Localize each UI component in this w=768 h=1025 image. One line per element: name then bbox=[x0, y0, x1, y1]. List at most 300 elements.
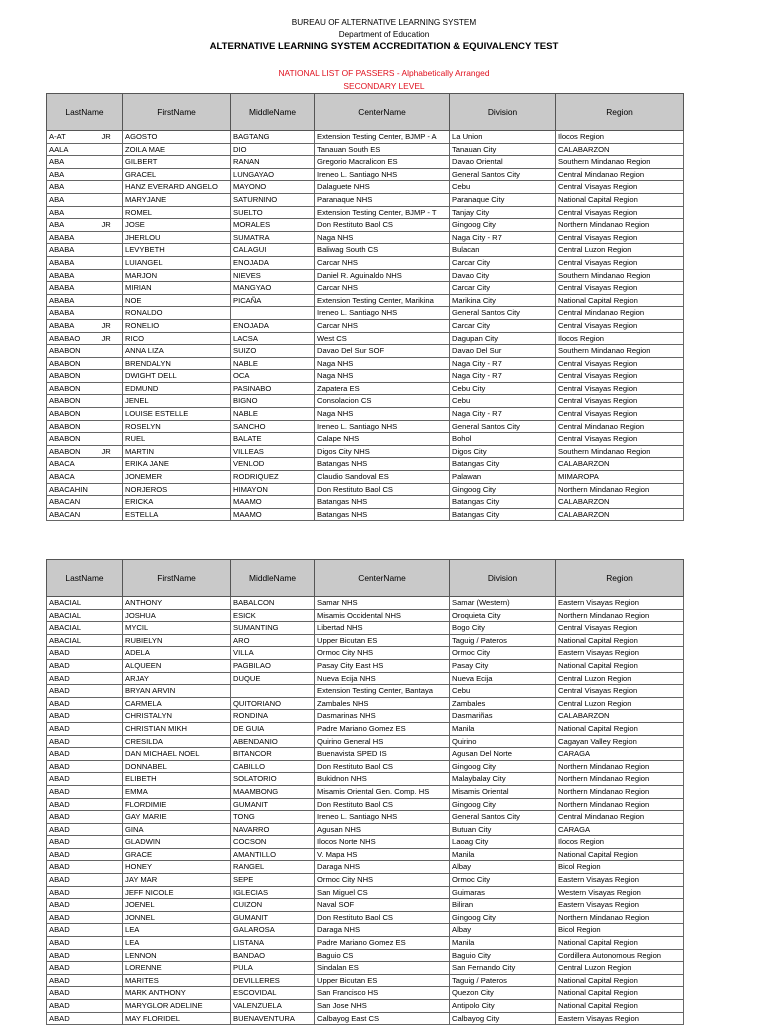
cell-division: Cebu bbox=[450, 181, 556, 194]
cell-division: General Santos City bbox=[450, 420, 556, 433]
cell-region: Northern Mindanao Region bbox=[556, 785, 684, 798]
table-row bbox=[47, 168, 684, 181]
cell-firstname: BRENDALYN bbox=[123, 357, 231, 370]
cell-middlename: LISTANA bbox=[231, 937, 315, 950]
cell-centername: Gregorio Macralicon ES bbox=[315, 156, 450, 169]
table-row bbox=[47, 319, 684, 332]
cell-suffix bbox=[98, 193, 123, 206]
cell-lastname: ABACAHIN bbox=[47, 483, 98, 496]
cell-lastname: ABABA bbox=[47, 294, 98, 307]
cell-centername: Samar NHS bbox=[315, 597, 450, 610]
cell-centername: Carcar NHS bbox=[315, 282, 450, 295]
cell-region: National Capital Region bbox=[556, 937, 684, 950]
cell-region: Ilocos Region bbox=[556, 332, 684, 345]
col-header-middlename: MiddleName bbox=[231, 560, 315, 597]
cell-region: Bicol Region bbox=[556, 924, 684, 937]
cell-region: Central Mindanao Region bbox=[556, 307, 684, 320]
cell-centername: Ormoc City NHS bbox=[315, 647, 450, 660]
cell-centername: Digos City NHS bbox=[315, 445, 450, 458]
cell-firstname: LORENNE bbox=[123, 962, 231, 975]
cell-suffix bbox=[98, 609, 123, 622]
cell-region: Central Visayas Region bbox=[556, 395, 684, 408]
cell-centername: Extension Testing Center, BJMP - T bbox=[315, 206, 450, 219]
cell-division: Naga City - R7 bbox=[450, 408, 556, 421]
cell-suffix: JR bbox=[98, 219, 123, 232]
level-label: SECONDARY LEVEL bbox=[343, 81, 425, 91]
cell-centername: Don Restituto Baol CS bbox=[315, 219, 450, 232]
cell-lastname: ABAD bbox=[47, 811, 98, 824]
cell-lastname: ABA bbox=[47, 219, 98, 232]
cell-middlename: BALATE bbox=[231, 433, 315, 446]
cell-centername: Davao Del Sur SOF bbox=[315, 345, 450, 358]
cell-middlename: RANAN bbox=[231, 156, 315, 169]
cell-middlename: QUITORIANO bbox=[231, 697, 315, 710]
table-row bbox=[47, 345, 684, 358]
cell-region: CALABARZON bbox=[556, 508, 684, 521]
cell-division: Naga City - R7 bbox=[450, 231, 556, 244]
cell-lastname: ABAD bbox=[47, 937, 98, 950]
cell-firstname: GRACEL bbox=[123, 168, 231, 181]
cell-firstname: JOENEL bbox=[123, 899, 231, 912]
cell-lastname: ABABON bbox=[47, 395, 98, 408]
cell-division: Gingoog City bbox=[450, 760, 556, 773]
cell-middlename: NAVARRO bbox=[231, 823, 315, 836]
cell-division: Marikina City bbox=[450, 294, 556, 307]
cell-middlename: COCSON bbox=[231, 836, 315, 849]
cell-middlename: ENOJADA bbox=[231, 256, 315, 269]
cell-suffix bbox=[98, 357, 123, 370]
bureau-line: BUREAU OF ALTERNATIVE LEARNING SYSTEM bbox=[291, 18, 477, 27]
cell-centername: Batangas NHS bbox=[315, 496, 450, 509]
cell-firstname: MYCIL bbox=[123, 622, 231, 635]
cell-suffix bbox=[98, 911, 123, 924]
cell-centername: Ireneo L. Santiago NHS bbox=[315, 307, 450, 320]
cell-lastname: ABAD bbox=[47, 848, 98, 861]
table-row bbox=[47, 395, 684, 408]
cell-suffix bbox=[98, 168, 123, 181]
cell-suffix bbox=[98, 496, 123, 509]
table-header-row bbox=[47, 94, 684, 131]
passers-table-1 bbox=[46, 93, 684, 521]
cell-centername: Daniel R. Aguinaldo NHS bbox=[315, 269, 450, 282]
cell-firstname: JONNEL bbox=[123, 911, 231, 924]
cell-division: Antipolo City bbox=[450, 1000, 556, 1013]
cell-middlename: BAGTANG bbox=[231, 131, 315, 144]
cell-firstname: ESTELLA bbox=[123, 508, 231, 521]
cell-middlename bbox=[231, 685, 315, 698]
cell-lastname: ABABON bbox=[47, 420, 98, 433]
cell-lastname: ABAD bbox=[47, 924, 98, 937]
table-row bbox=[47, 131, 684, 144]
cell-suffix bbox=[98, 1000, 123, 1013]
cell-lastname: ABABON bbox=[47, 357, 98, 370]
table-row bbox=[47, 722, 684, 735]
cell-centername: Carcar NHS bbox=[315, 256, 450, 269]
cell-firstname: EMMA bbox=[123, 785, 231, 798]
table-row bbox=[47, 370, 684, 383]
cell-centername: Paranaque NHS bbox=[315, 193, 450, 206]
table-row bbox=[47, 634, 684, 647]
cell-region: Central Visayas Region bbox=[556, 370, 684, 383]
cell-firstname: JHERLOU bbox=[123, 231, 231, 244]
cell-centername: Batangas NHS bbox=[315, 458, 450, 471]
cell-middlename: MANGYAO bbox=[231, 282, 315, 295]
cell-region: Central Visayas Region bbox=[556, 181, 684, 194]
cell-suffix: JR bbox=[98, 131, 123, 144]
cell-division: Manila bbox=[450, 848, 556, 861]
cell-centername: Ireneo L. Santiago NHS bbox=[315, 168, 450, 181]
cell-division: Carcar City bbox=[450, 282, 556, 295]
cell-centername: Buenavista SPED IS bbox=[315, 748, 450, 761]
cell-centername: Naga NHS bbox=[315, 370, 450, 383]
table-row bbox=[47, 282, 684, 295]
cell-lastname: ABACIAL bbox=[47, 609, 98, 622]
cell-firstname: RUBIELYN bbox=[123, 634, 231, 647]
cell-firstname: LOUISE ESTELLE bbox=[123, 408, 231, 421]
cell-middlename: MAAMO bbox=[231, 508, 315, 521]
cell-division: Albay bbox=[450, 861, 556, 874]
cell-firstname: NOE bbox=[123, 294, 231, 307]
cell-middlename: TONG bbox=[231, 811, 315, 824]
cell-division: Calbayog City bbox=[450, 1012, 556, 1025]
cell-firstname: ERICKA bbox=[123, 496, 231, 509]
cell-region: Ilocos Region bbox=[556, 836, 684, 849]
table-row bbox=[47, 357, 684, 370]
cell-firstname: ANNA LIZA bbox=[123, 345, 231, 358]
col-header-region: Region bbox=[556, 94, 684, 131]
cell-lastname: ABAD bbox=[47, 911, 98, 924]
cell-middlename: LACSA bbox=[231, 332, 315, 345]
table-row bbox=[47, 899, 684, 912]
cell-suffix bbox=[98, 659, 123, 672]
cell-lastname: ABABA bbox=[47, 282, 98, 295]
cell-lastname: ABAD bbox=[47, 949, 98, 962]
cell-centername: Ireneo L. Santiago NHS bbox=[315, 811, 450, 824]
table-row bbox=[47, 836, 684, 849]
cell-middlename: RONDINA bbox=[231, 710, 315, 723]
cell-middlename: BITANCOR bbox=[231, 748, 315, 761]
cell-centername: Ilocos Norte NHS bbox=[315, 836, 450, 849]
cell-middlename: DUQUE bbox=[231, 672, 315, 685]
cell-firstname: JEFF NICOLE bbox=[123, 886, 231, 899]
col-header-lastname: LastName bbox=[47, 94, 123, 131]
cell-middlename: NABLE bbox=[231, 357, 315, 370]
table-row bbox=[47, 458, 684, 471]
cell-division: Gingoog City bbox=[450, 911, 556, 924]
cell-lastname: ABABA bbox=[47, 319, 98, 332]
cell-suffix bbox=[98, 597, 123, 610]
cell-region: Northern Mindanao Region bbox=[556, 798, 684, 811]
cell-lastname: AALA bbox=[47, 143, 98, 156]
cell-firstname: GILBERT bbox=[123, 156, 231, 169]
cell-lastname: ABAD bbox=[47, 710, 98, 723]
cell-suffix: JR bbox=[98, 319, 123, 332]
col-header-middlename: MiddleName bbox=[231, 94, 315, 131]
cell-division: Bulacan bbox=[450, 244, 556, 257]
cell-region: CALABARZON bbox=[556, 496, 684, 509]
cell-firstname: ELIBETH bbox=[123, 773, 231, 786]
cell-centername: Extension Testing Center, BJMP - A bbox=[315, 131, 450, 144]
cell-region: Eastern Visayas Region bbox=[556, 597, 684, 610]
cell-centername: Don Restituto Baol CS bbox=[315, 911, 450, 924]
cell-region: Northern Mindanao Region bbox=[556, 911, 684, 924]
cell-firstname: GLADWIN bbox=[123, 836, 231, 849]
cell-suffix bbox=[98, 256, 123, 269]
cell-lastname: ABABA bbox=[47, 269, 98, 282]
cell-firstname: ADELA bbox=[123, 647, 231, 660]
cell-division: San Fernando City bbox=[450, 962, 556, 975]
cell-suffix bbox=[98, 483, 123, 496]
table-row bbox=[47, 206, 684, 219]
table-row bbox=[47, 508, 684, 521]
cell-centername: Tanauan South ES bbox=[315, 143, 450, 156]
cell-middlename: SUIZO bbox=[231, 345, 315, 358]
cell-suffix bbox=[98, 899, 123, 912]
cell-firstname: LEVYBETH bbox=[123, 244, 231, 257]
cell-division: Palawan bbox=[450, 471, 556, 484]
cell-firstname: JOSHUA bbox=[123, 609, 231, 622]
cell-centername: Dalaguete NHS bbox=[315, 181, 450, 194]
cell-centername: Dasmarinas NHS bbox=[315, 710, 450, 723]
cell-division: Manila bbox=[450, 722, 556, 735]
cell-suffix bbox=[98, 748, 123, 761]
cell-centername: Don Restituto Baol CS bbox=[315, 760, 450, 773]
cell-region: National Capital Region bbox=[556, 974, 684, 987]
cell-division: Davao Oriental bbox=[450, 156, 556, 169]
cell-region: Northern Mindanao Region bbox=[556, 609, 684, 622]
cell-firstname: JENEL bbox=[123, 395, 231, 408]
cell-firstname: ROSELYN bbox=[123, 420, 231, 433]
cell-region: National Capital Region bbox=[556, 1000, 684, 1013]
cell-firstname: DAN MICHAEL NOEL bbox=[123, 748, 231, 761]
cell-suffix bbox=[98, 836, 123, 849]
table-row bbox=[47, 911, 684, 924]
cell-middlename: MAYONO bbox=[231, 181, 315, 194]
cell-middlename: PULA bbox=[231, 962, 315, 975]
cell-division: Oroquieta City bbox=[450, 609, 556, 622]
cell-firstname: ROMEL bbox=[123, 206, 231, 219]
cell-centername: Misamis Occidental NHS bbox=[315, 609, 450, 622]
cell-region: CARAGA bbox=[556, 748, 684, 761]
cell-firstname: LEA bbox=[123, 937, 231, 950]
cell-centername: Pasay City East HS bbox=[315, 659, 450, 672]
cell-region: National Capital Region bbox=[556, 294, 684, 307]
cell-lastname: ABAD bbox=[47, 735, 98, 748]
cell-region: Eastern Visayas Region bbox=[556, 647, 684, 660]
cell-middlename: SUMATRA bbox=[231, 231, 315, 244]
table-row bbox=[47, 937, 684, 950]
cell-middlename: GUMANIT bbox=[231, 911, 315, 924]
cell-middlename: SEPE bbox=[231, 874, 315, 887]
table-row bbox=[47, 408, 684, 421]
table-row bbox=[47, 962, 684, 975]
cell-middlename: SANCHO bbox=[231, 420, 315, 433]
cell-suffix bbox=[98, 433, 123, 446]
cell-firstname: ERIKA JANE bbox=[123, 458, 231, 471]
cell-region: Eastern Visayas Region bbox=[556, 874, 684, 887]
cell-lastname: ABAD bbox=[47, 874, 98, 887]
cell-region: National Capital Region bbox=[556, 848, 684, 861]
cell-suffix bbox=[98, 924, 123, 937]
cell-division: La Union bbox=[450, 131, 556, 144]
cell-firstname: CRESILDA bbox=[123, 735, 231, 748]
col-header-centername: CenterName bbox=[315, 560, 450, 597]
table-row bbox=[47, 483, 684, 496]
cell-centername: Baliwag South CS bbox=[315, 244, 450, 257]
cell-suffix bbox=[98, 949, 123, 962]
cell-centername: Daraga NHS bbox=[315, 861, 450, 874]
cell-lastname: ABA bbox=[47, 168, 98, 181]
cell-middlename: MORALES bbox=[231, 219, 315, 232]
cell-region: National Capital Region bbox=[556, 634, 684, 647]
cell-lastname: ABAD bbox=[47, 647, 98, 660]
cell-suffix bbox=[98, 269, 123, 282]
table-row bbox=[47, 420, 684, 433]
cell-lastname: ABA bbox=[47, 193, 98, 206]
cell-centername: Calbayog East CS bbox=[315, 1012, 450, 1025]
cell-division: Nueva Ecija bbox=[450, 672, 556, 685]
table-row bbox=[47, 949, 684, 962]
cell-lastname: ABACIAL bbox=[47, 622, 98, 635]
cell-lastname: ABAD bbox=[47, 823, 98, 836]
cell-division: Tanjay City bbox=[450, 206, 556, 219]
table-row bbox=[47, 193, 684, 206]
cell-centername: Baguio CS bbox=[315, 949, 450, 962]
cell-suffix bbox=[98, 874, 123, 887]
passers-table-2 bbox=[46, 559, 684, 1025]
cell-region: Cagayan Valley Region bbox=[556, 735, 684, 748]
cell-suffix bbox=[98, 294, 123, 307]
cell-division: Tanauan City bbox=[450, 143, 556, 156]
cell-region: Central Luzon Region bbox=[556, 697, 684, 710]
table-row bbox=[47, 471, 684, 484]
table-row bbox=[47, 760, 684, 773]
cell-firstname: EDMUND bbox=[123, 382, 231, 395]
cell-suffix bbox=[98, 345, 123, 358]
cell-division: Cebu City bbox=[450, 382, 556, 395]
col-header-division: Division bbox=[450, 560, 556, 597]
cell-region: Central Visayas Region bbox=[556, 433, 684, 446]
cell-centername: Zapatera ES bbox=[315, 382, 450, 395]
cell-lastname: ABABA bbox=[47, 307, 98, 320]
table-row bbox=[47, 659, 684, 672]
cell-suffix bbox=[98, 811, 123, 824]
cell-firstname: MAY FLORIDEL bbox=[123, 1012, 231, 1025]
cell-suffix bbox=[98, 206, 123, 219]
cell-suffix bbox=[98, 382, 123, 395]
table-row bbox=[47, 785, 684, 798]
cell-centername: San Jose NHS bbox=[315, 1000, 450, 1013]
cell-division: Pasay City bbox=[450, 659, 556, 672]
cell-division: Malaybalay City bbox=[450, 773, 556, 786]
cell-division: Naga City - R7 bbox=[450, 357, 556, 370]
cell-division: Gingoog City bbox=[450, 798, 556, 811]
cell-centername: Consolacion CS bbox=[315, 395, 450, 408]
cell-division: Cebu bbox=[450, 395, 556, 408]
table-row bbox=[47, 496, 684, 509]
cell-division: Naga City - R7 bbox=[450, 370, 556, 383]
cell-middlename: MAAMO bbox=[231, 496, 315, 509]
cell-suffix bbox=[98, 861, 123, 874]
cell-lastname: ABABON bbox=[47, 408, 98, 421]
cell-region: Central Visayas Region bbox=[556, 685, 684, 698]
table-row bbox=[47, 294, 684, 307]
cell-firstname: BRYAN ARVIN bbox=[123, 685, 231, 698]
cell-suffix bbox=[98, 231, 123, 244]
table-row bbox=[47, 811, 684, 824]
cell-region: Central Visayas Region bbox=[556, 256, 684, 269]
cell-firstname: MARTIN bbox=[123, 445, 231, 458]
cell-firstname: RICO bbox=[123, 332, 231, 345]
cell-lastname: ABAD bbox=[47, 722, 98, 735]
cell-middlename: ESICK bbox=[231, 609, 315, 622]
cell-middlename: VALENZUELA bbox=[231, 1000, 315, 1013]
cell-firstname: LUIANGEL bbox=[123, 256, 231, 269]
table-row bbox=[47, 181, 684, 194]
cell-middlename: BUENAVENTURA bbox=[231, 1012, 315, 1025]
cell-region: MIMAROPA bbox=[556, 471, 684, 484]
cell-middlename: OCA bbox=[231, 370, 315, 383]
cell-firstname: RUEL bbox=[123, 433, 231, 446]
cell-suffix bbox=[98, 962, 123, 975]
cell-region: Central Visayas Region bbox=[556, 622, 684, 635]
cell-centername: Extension Testing Center, Marikina bbox=[315, 294, 450, 307]
cell-firstname: HONEY bbox=[123, 861, 231, 874]
table-row bbox=[47, 609, 684, 622]
cell-lastname: ABABA bbox=[47, 256, 98, 269]
cell-centername: Zambales NHS bbox=[315, 697, 450, 710]
cell-firstname: HANZ EVERARD ANGELO bbox=[123, 181, 231, 194]
cell-division: Dasmariñas bbox=[450, 710, 556, 723]
cell-division: General Santos City bbox=[450, 811, 556, 824]
cell-middlename: SUMANTING bbox=[231, 622, 315, 635]
cell-suffix bbox=[98, 282, 123, 295]
cell-region: Central Visayas Region bbox=[556, 357, 684, 370]
table-row bbox=[47, 987, 684, 1000]
cell-region: Northern Mindanao Region bbox=[556, 773, 684, 786]
cell-middlename: ENOJADA bbox=[231, 319, 315, 332]
cell-lastname: ABA bbox=[47, 206, 98, 219]
cell-region: Bicol Region bbox=[556, 861, 684, 874]
cell-region: Western Visayas Region bbox=[556, 886, 684, 899]
cell-division: Paranaque City bbox=[450, 193, 556, 206]
cell-centername: Padre Mariano Gomez ES bbox=[315, 937, 450, 950]
cell-division: Ormoc City bbox=[450, 874, 556, 887]
cell-firstname: ARJAY bbox=[123, 672, 231, 685]
cell-lastname: ABABON bbox=[47, 370, 98, 383]
cell-middlename: DE GUIA bbox=[231, 722, 315, 735]
cell-suffix bbox=[98, 370, 123, 383]
cell-region: CALABARZON bbox=[556, 710, 684, 723]
cell-centername: Upper Bicutan ES bbox=[315, 974, 450, 987]
cell-lastname: ABACA bbox=[47, 471, 98, 484]
cell-suffix bbox=[98, 181, 123, 194]
cell-region: Central Visayas Region bbox=[556, 408, 684, 421]
col-header-region: Region bbox=[556, 560, 684, 597]
cell-region: Central Luzon Region bbox=[556, 244, 684, 257]
cell-division: Quirino bbox=[450, 735, 556, 748]
cell-region: Eastern Visayas Region bbox=[556, 1012, 684, 1025]
cell-region: CALABARZON bbox=[556, 143, 684, 156]
cell-region: Central Visayas Region bbox=[556, 319, 684, 332]
cell-lastname: ABABA bbox=[47, 244, 98, 257]
cell-division: Manila bbox=[450, 937, 556, 950]
cell-lastname: A-AT bbox=[47, 131, 98, 144]
cell-suffix bbox=[98, 848, 123, 861]
cell-centername: San Francisco HS bbox=[315, 987, 450, 1000]
col-header-firstname: FirstName bbox=[123, 560, 231, 597]
cell-lastname: ABABON bbox=[47, 445, 98, 458]
